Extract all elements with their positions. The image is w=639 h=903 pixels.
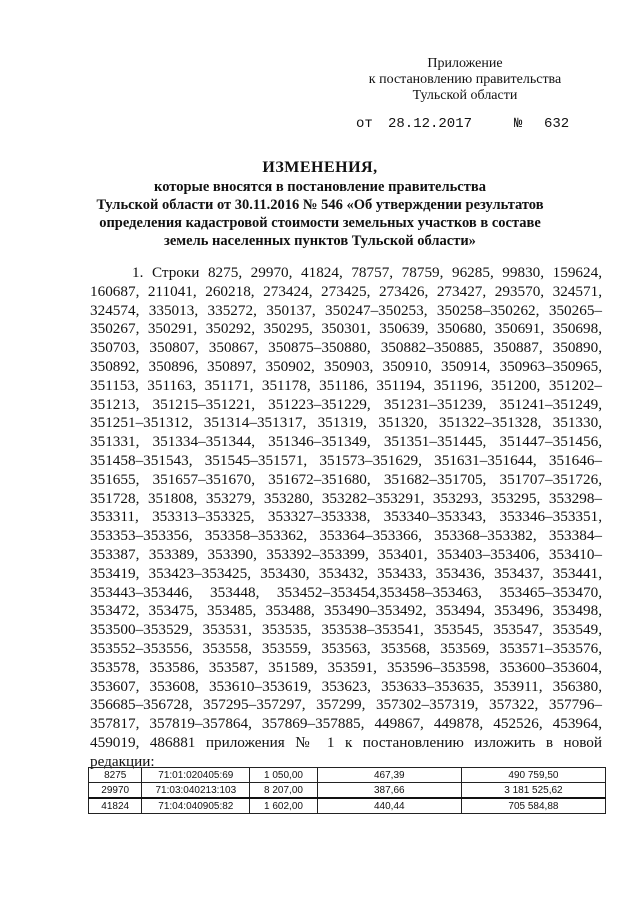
document-date: 28.12.2017 — [388, 116, 473, 132]
rate-cell: 440,44 — [317, 798, 461, 814]
table-row — [89, 783, 606, 799]
cadastral-value-cell: 3 181 525,62 — [461, 783, 605, 799]
rate-cell: 387,66 — [317, 783, 461, 799]
annex-line-3: Тульской области — [412, 88, 518, 103]
cadastral-number-cell: 71:03:040213:103 — [142, 783, 250, 799]
heading-line-1: которые вносятся в постановление правительства — [154, 179, 486, 195]
area-cell: 1 602,00 — [250, 798, 318, 814]
body-paragraph-1: 1. Строки 8275, 29970, 41824, 78757, 78759, 96285, 99830, 159624, 160687, 211041, 260218, 273424, 273425, 273426, 273427, 293570, 324571, 324574, 335013, 335272, 350137, 350247–350253, 350258–350262, 350265–350267, 350291, 350292, 350295, 350301, 350639, 350680, 350691, 350698, 350703, 350807, 350867, 350875–350880, 350882–350885, 350887, 350890, 350892, 350896, 350897, 350902, 350903, 350910, 350914, 350963–350965, 351153, 351163, 351171, 351178, 351186, 351194, 351196, 351200, 351202–351213, 351215–351221, 351223–351229, 351231–351239, 351241–351249, 351251–351312, 351314–351317, 351319, 351320, 351322–351328, 351330, 351331, 351334–351344, 351346–351349, 351351–351445, 351447–351456, 351458–351543, 351545–351571, 351573–351629, 351631–351644, 351646–351655, 351657–351670, 351672–351680, 351682–351705, 351707–351726, 351728, 351808, 353279, 353280, 353282–353291, 353293, 353295, 353298–353311, 353313–353325, 353327–353338, 353340–353343, 353346–353351, 353353–353356, 353358–353362, 353364–353366, 353368–353382, 353384–353387, 353389, 353390, 353392–353399, 353401, 353403–353406, 353410–353419, 353423–353425, 353430, 353432, 353433, 353436, 353437, 353441, 353443–353446, 353448, 353452–353454,353458–353463, 353465–353470, 353472, 353475, 353485, 353488, 353490–353492, 353494, 353496, 353498, 353500–353529, 353531, 353535, 353538–353541, 353545, 353547, 353549, 353552–353556, 353558, 353559, 353563, 353568, 353569, 353571–353576, 353578, 353586, 353587, 351589, 353591, 353596–353598, 353600–353604, 353607, 353608, 353610–353619, 353623, 353633–353635, 353911, 356380, 356685–356728, 357295–357297, 357299, 357302–357319, 357322, 357796–357817, 357819–357864, 357869–357885, 449867, 449878, 452526, 453964, 459019, 486881 приложения № 1 к постановлению изложить в новой редакции: — [90, 264, 602, 770]
cadastral-value-cell: 490 759,50 — [461, 768, 605, 783]
date-prefix: от — [356, 116, 373, 132]
row-number-cell: 41824 — [89, 798, 142, 814]
table-row — [89, 768, 606, 783]
cadastral-number-cell: 71:04:040905:82 — [142, 798, 250, 814]
rate-cell: 467,39 — [317, 768, 461, 783]
heading-title: ИЗМЕНЕНИЯ, — [262, 159, 378, 176]
table-row — [89, 798, 606, 814]
row-number-cell: 8275 — [89, 768, 142, 783]
cadastral-value-cell: 705 584,88 — [461, 798, 605, 814]
annex-line-1: Приложение — [427, 56, 503, 71]
heading-line-4: земель населенных пунктов Тульской области» — [164, 233, 476, 249]
heading-line-2: Тульской области от 30.11.2016 № 546 «Об утверждении результатов — [96, 197, 544, 213]
document-heading — [40, 158, 600, 250]
number-sign: № — [514, 116, 523, 132]
row-number-cell: 29970 — [89, 783, 142, 799]
heading-line-3: определения кадастровой стоимости земельных участков в составе — [99, 215, 541, 231]
annex-header — [330, 56, 600, 104]
area-cell: 8 207,00 — [250, 783, 318, 799]
document-number: 632 — [544, 116, 570, 132]
cadastral-table — [88, 767, 606, 814]
cadastral-number-cell: 71:01:020405:69 — [142, 768, 250, 783]
area-cell: 1 050,00 — [250, 768, 318, 783]
annex-line-2: к постановлению правительства — [368, 72, 562, 87]
